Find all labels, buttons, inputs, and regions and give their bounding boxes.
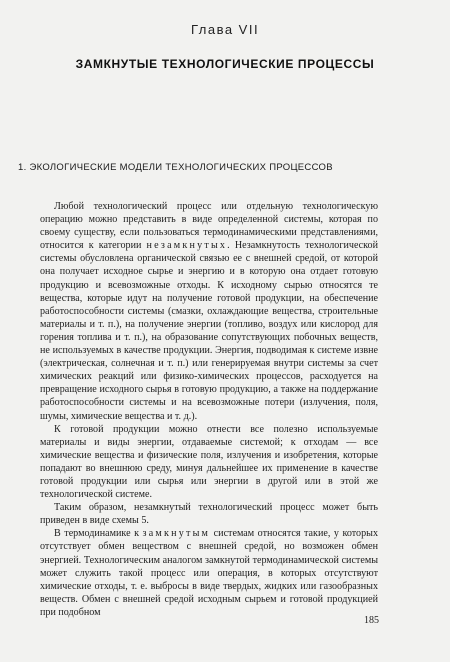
paragraph: [40, 423, 378, 502]
chapter-label: Глава VII: [190, 22, 260, 37]
section-title: 1. ЭКОЛОГИЧЕСКИЕ МОДЕЛИ ТЕХНОЛОГИЧЕСКИХ ПРОЦЕССОВ: [18, 162, 333, 173]
paragraph-text: Таким образом, незамкнутый технологический процесс может быть приведен в виде схемы 5.: [40, 502, 378, 527]
paragraph-text: В термодинамике к: [54, 528, 143, 540]
paragraph: [40, 527, 378, 619]
chapter-title: ЗАМКНУТЫЕ ТЕХНОЛОГИЧЕСКИЕ ПРОЦЕССЫ: [75, 57, 375, 71]
paragraph-text: . Незамкнутость технологической системы обусловлена органической связью ее с внешней средой, от которой она получает исходное сырье и энергию и в которую она отдает готовую продукцию и всевозможные отходы. К исходному сырью относятся те вещества, которые идут на получение готовой продукции, на обеспечение работоспособности системы (смазки, охлаждающие вещества, строительные материалы и т. п.), на получение энергии (топливо, воздух или кислород для горения топлива и т. п.), на образование сопутствующих побочных веществ, не используемых в качестве продукции. Энергия, подводимая к системе извне (электрическая, солнечная и т. п.) или генерируемая внутри системы за счет химических реакций или физико-химических процессов, расходуется на превращение исходного сырья в готовую продукцию, а также на поддержание работоспособности системы и на всевозможные потери (излучения, поля, шумы, химические вещества и т. д.).: [40, 240, 378, 422]
body-text: [40, 200, 378, 619]
paragraph: [40, 501, 378, 527]
paragraph-text: системам относятся такие, у которых отсутствует обмен веществом с внешней средой, но возможен обмен энергией. Технологическим аналогом замкнутой термодинамической системы может служить такой процесс или операция, в которых отсутствуют химические отходы, т. е. выбросы в виде твердых, жидких или газообразных веществ. Обмен с внешней средой исходным сырьем и готовой продукцией при подобном: [40, 528, 378, 618]
paragraph-text: К готовой продукции можно отнести все полезно используемые материалы и виды энергии, отдаваемые системой; к отходам — все химические вещества и физические поля, излучения и изобретения, которые попадают во внешнюю среду, минуя дальнейшее их применение в качестве готовой продукции или сырья или энергии в другой или в этой же технологической системе.: [40, 423, 378, 501]
paragraph-text: Любой технологический процесс или отдельную технологическую операцию можно представить в виде определенной системы, которая по своему существу, если пользоваться термодинамическими представлениями, относится к категории: [40, 201, 378, 252]
emphasized-word: замкнутым: [142, 528, 211, 540]
emphasized-word: незамкнутых: [146, 240, 228, 252]
page-number: 185: [364, 615, 379, 626]
paragraph: [40, 200, 378, 423]
